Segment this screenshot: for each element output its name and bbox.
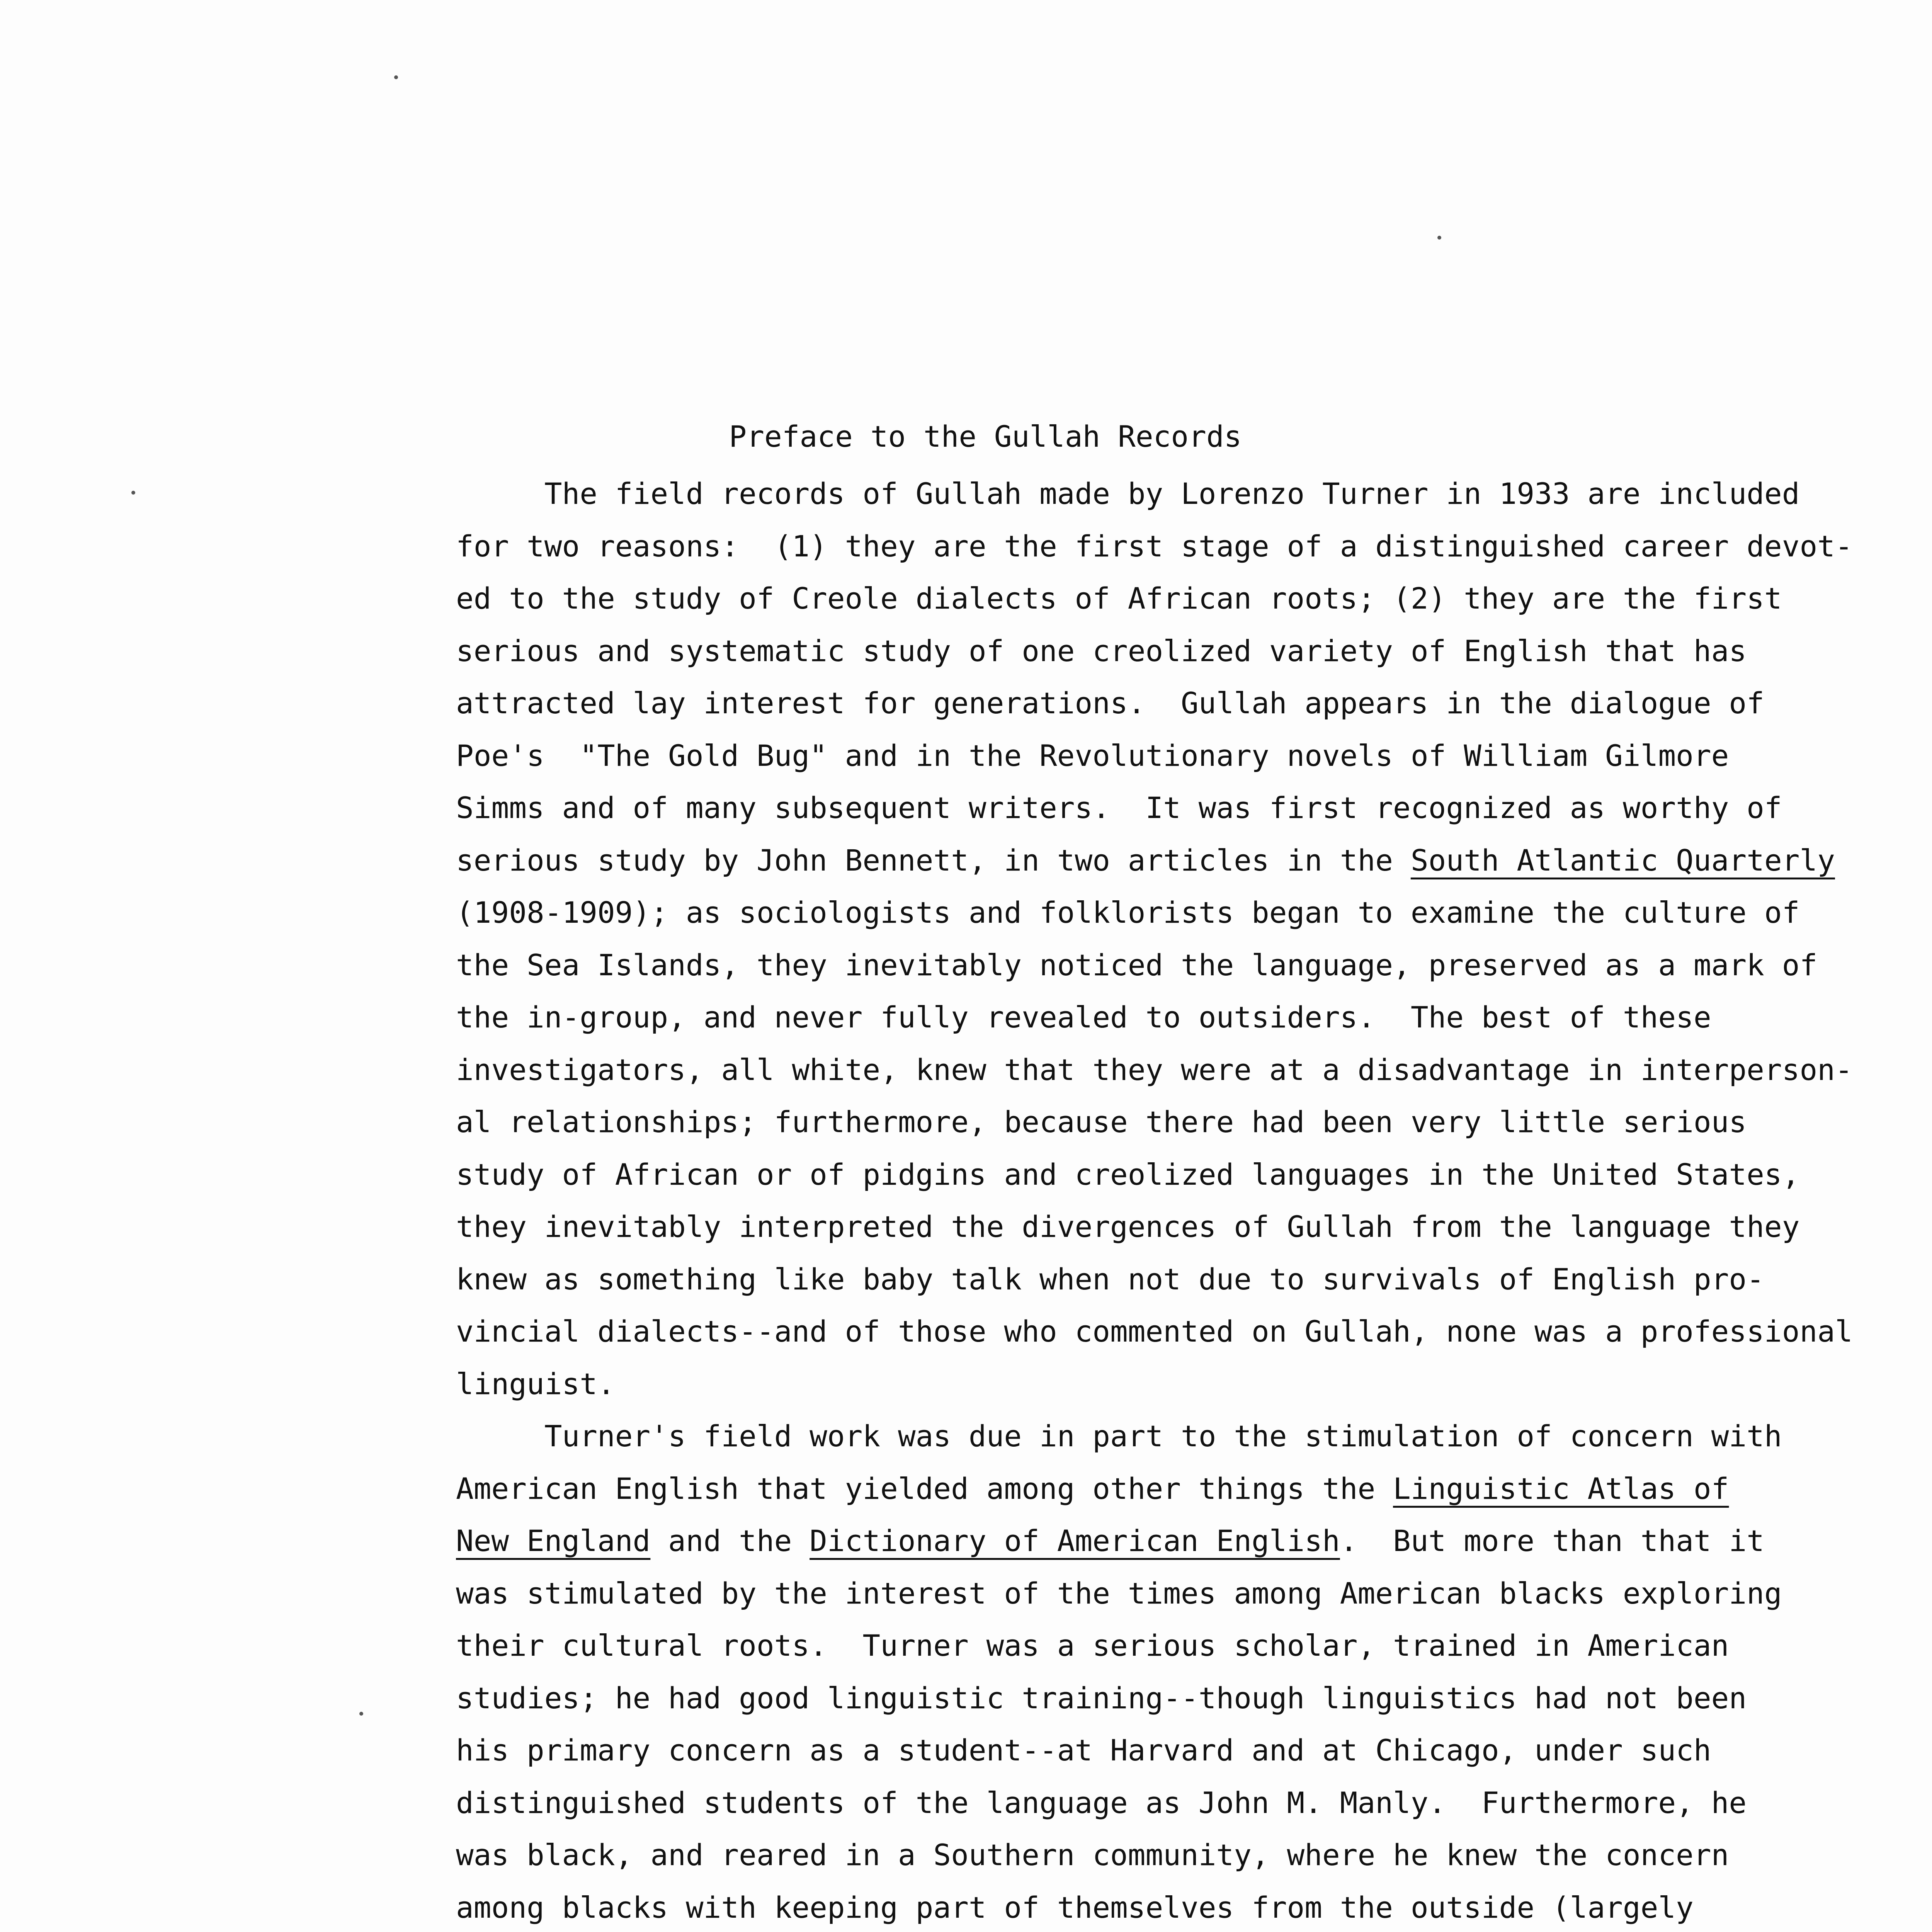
text-line [456,1881,1862,1932]
text-segment: his primary concern as a student--at Harvard and at Chicago, under such [456,1733,1711,1767]
text-line [456,1829,1862,1881]
text-segment: their cultural roots. Turner was a serious scholar, trained in American [456,1628,1729,1663]
text-line [456,1201,1862,1253]
text-segment: serious study by John Bennett, in two articles in the [456,843,1411,878]
text-segment: the in-group, and never fully revealed to outsiders. The best of these [456,1000,1711,1034]
text-segment: investigators, all white, knew that they were at a disadvantage in interperson- [456,1052,1853,1087]
text-segment: (1908-1909); as sociologists and folklorists began to examine the culture of [456,895,1800,930]
paragraph [456,468,1862,1410]
text-line [456,1724,1862,1777]
text-line [456,1410,1862,1463]
underlined-title: Dictionary of American English [810,1524,1340,1558]
text-segment: study of African or of pidgins and creolized languages in the United States, [456,1157,1800,1192]
text-line [456,886,1862,939]
underlined-title: South Atlantic Quarterly [1410,843,1835,878]
text-line [456,1567,1862,1620]
text-line [456,520,1862,573]
scan-speck [1437,236,1441,240]
text-segment: linguist. [456,1366,615,1401]
document-body [456,468,1862,1932]
text-line [456,991,1862,1044]
underlined-title: New England [456,1524,651,1558]
text-segment: al relationships; furthermore, because there had been very little serious [456,1105,1747,1139]
text-segment: attracted lay interest for generations. Gullah appears in the dialogue of [456,686,1764,720]
text-line [456,782,1862,834]
text-line [456,730,1862,782]
scan-speck [131,491,135,495]
paragraph [456,1410,1862,1932]
text-segment: they inevitably interpreted the divergences of Gullah from the language they [456,1209,1800,1244]
text-line [456,1777,1862,1829]
text-line [456,468,1862,520]
text-line [456,1515,1862,1567]
underlined-title: Linguistic Atlas of [1393,1471,1729,1506]
text-segment: Simms and of many subsequent writers. It was first recognized as worthy of [456,791,1782,825]
text-line [456,834,1862,887]
text-segment: The field records of Gullah made by Lorenzo Turner in 1933 are included [456,476,1800,511]
text-line [456,1463,1862,1515]
text-line [456,1148,1862,1201]
text-line [456,572,1862,625]
text-segment: the Sea Islands, they inevitably noticed the language, preserved as a mark of [456,947,1818,982]
text-segment: among blacks with keeping part of themselves from the outside (largely [456,1890,1694,1925]
text-segment: . But more than that it [1340,1524,1764,1558]
text-segment: for two reasons: (1) they are the first stage of a distinguished career devot- [456,529,1853,563]
text-segment: vincial dialects--and of those who commented on Gullah, none was a professional [456,1314,1853,1349]
text-segment: and the [650,1524,810,1558]
text-line [456,1305,1862,1358]
text-line [456,939,1862,992]
text-segment: was stimulated by the interest of the times among American blacks exploring [456,1576,1782,1611]
text-line [456,1044,1862,1096]
text-line [456,1096,1862,1148]
text-segment: American English that yielded among other things the [456,1471,1393,1506]
text-line [456,1358,1862,1410]
text-line [456,1253,1862,1306]
text-segment: was black, and reared in a Southern community, where he knew the concern [456,1838,1729,1872]
scan-speck [359,1712,363,1716]
text-segment: distinguished students of the language as John M. Manly. Furthermore, he [456,1785,1747,1820]
text-segment: knew as something like baby talk when not due to survivals of English pro- [456,1262,1764,1296]
text-line [456,677,1862,730]
text-segment: Poe's "The Gold Bug" and in the Revolutionary novels of William Gilmore [456,738,1729,773]
text-segment: studies; he had good linguistic training--though linguistics had not been [456,1680,1747,1715]
text-segment: serious and systematic study of one creolized variety of English that has [456,633,1747,668]
text-segment: Turner's field work was due in part to the stimulation of concern with [456,1419,1782,1453]
text-line [456,1619,1862,1672]
text-line [456,625,1862,677]
page-title: Preface to the Gullah Records [729,419,1242,454]
text-segment: ed to the study of Creole dialects of African roots; (2) they are the first [456,581,1782,616]
text-line [456,1672,1862,1725]
scan-speck [394,75,398,79]
